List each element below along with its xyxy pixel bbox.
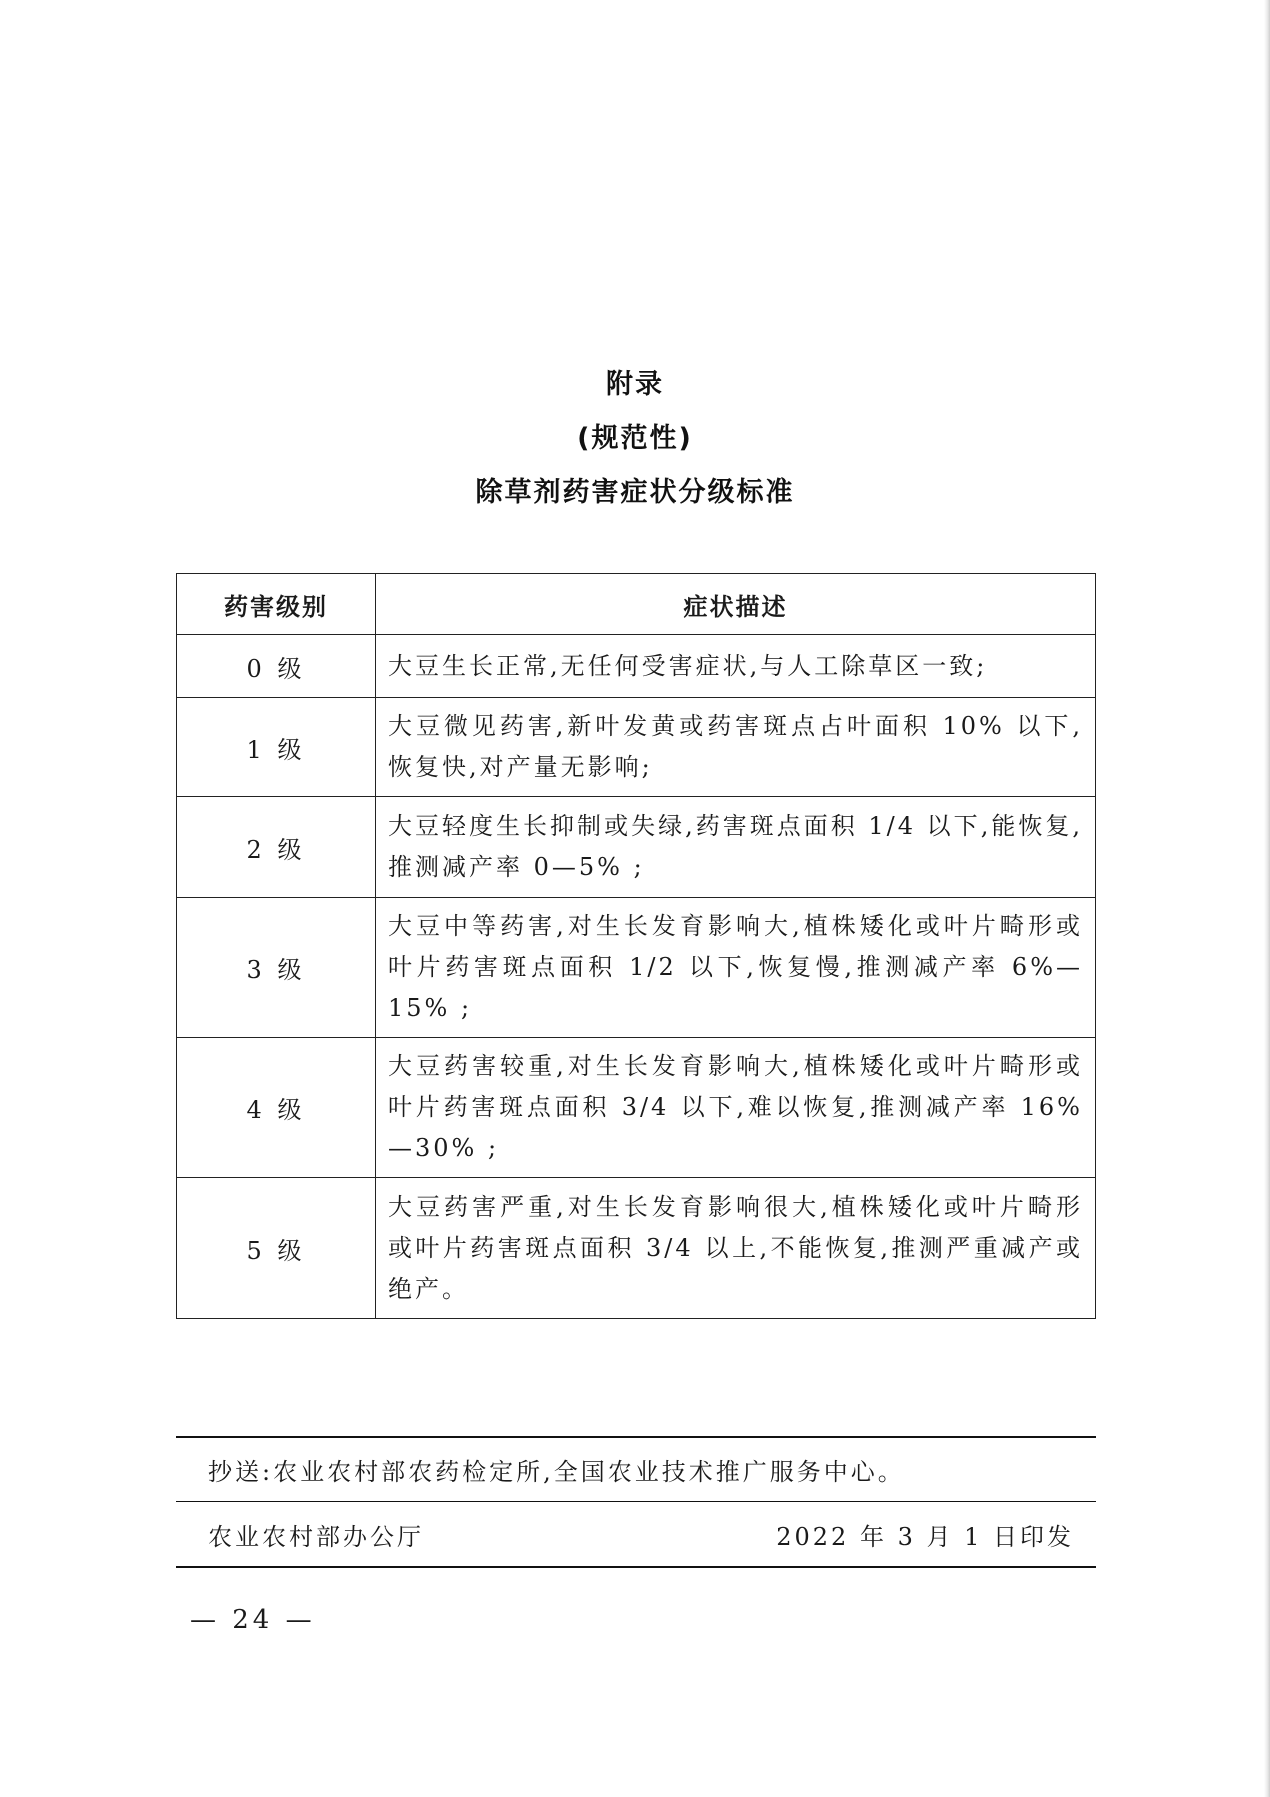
grading-table: [176, 573, 1096, 1319]
table-row: [177, 898, 1096, 1038]
level-cell: 2 级: [177, 797, 376, 898]
cc-recipients: 抄送:农业农村部农药检定所,全国农业技术推广服务中心。: [208, 1458, 905, 1486]
level-cell: 3 级: [177, 898, 376, 1038]
appendix-title: 附录: [606, 369, 664, 400]
footer-rule-top: [176, 1436, 1096, 1438]
table-row: [177, 698, 1096, 797]
table-row: [177, 1178, 1096, 1319]
header-description: 症状描述: [376, 574, 1096, 635]
table-header-row: [177, 574, 1096, 635]
description-cell: 大豆微见药害,新叶发黄或药害斑点占叶面积 10% 以下,恢复快,对产量无影响;: [376, 698, 1096, 797]
table-row: [177, 1038, 1096, 1178]
normative-label: (规范性): [577, 423, 693, 454]
table-row: [177, 797, 1096, 898]
level-cell: 5 级: [177, 1178, 376, 1319]
page-number: — 24 —: [190, 1605, 316, 1635]
standard-title: 除草剂药害症状分级标准: [475, 477, 795, 508]
level-cell: 0 级: [177, 635, 376, 698]
table-row: [177, 635, 1096, 698]
footer-rule-bottom: [176, 1566, 1096, 1568]
issue-date: 2022 年 3 月 1 日印发: [776, 1523, 1074, 1551]
description-cell: 大豆轻度生长抑制或失绿,药害斑点面积 1/4 以下,能恢复,推测减产率 0—5% ;: [376, 797, 1096, 898]
issuing-office: 农业农村部办公厅: [208, 1523, 424, 1551]
description-cell: 大豆生长正常,无任何受害症状,与人工除草区一致;: [376, 635, 1096, 698]
footer-rule-middle: [176, 1501, 1096, 1502]
level-cell: 1 级: [177, 698, 376, 797]
level-cell: 4 级: [177, 1038, 376, 1178]
description-cell: 大豆药害较重,对生长发育影响大,植株矮化或叶片畸形或叶片药害斑点面积 3/4 以下,难以恢复,推测减产率 16%—30% ;: [376, 1038, 1096, 1178]
header-level: 药害级别: [177, 574, 376, 635]
description-cell: 大豆药害严重,对生长发育影响很大,植株矮化或叶片畸形或叶片药害斑点面积 3/4 以上,不能恢复,推测严重减产或绝产。: [376, 1178, 1096, 1319]
scan-edge: [1264, 0, 1270, 1797]
description-cell: 大豆中等药害,对生长发育影响大,植株矮化或叶片畸形或叶片药害斑点面积 1/2 以下,恢复慢,推测减产率 6%—15% ;: [376, 898, 1096, 1038]
